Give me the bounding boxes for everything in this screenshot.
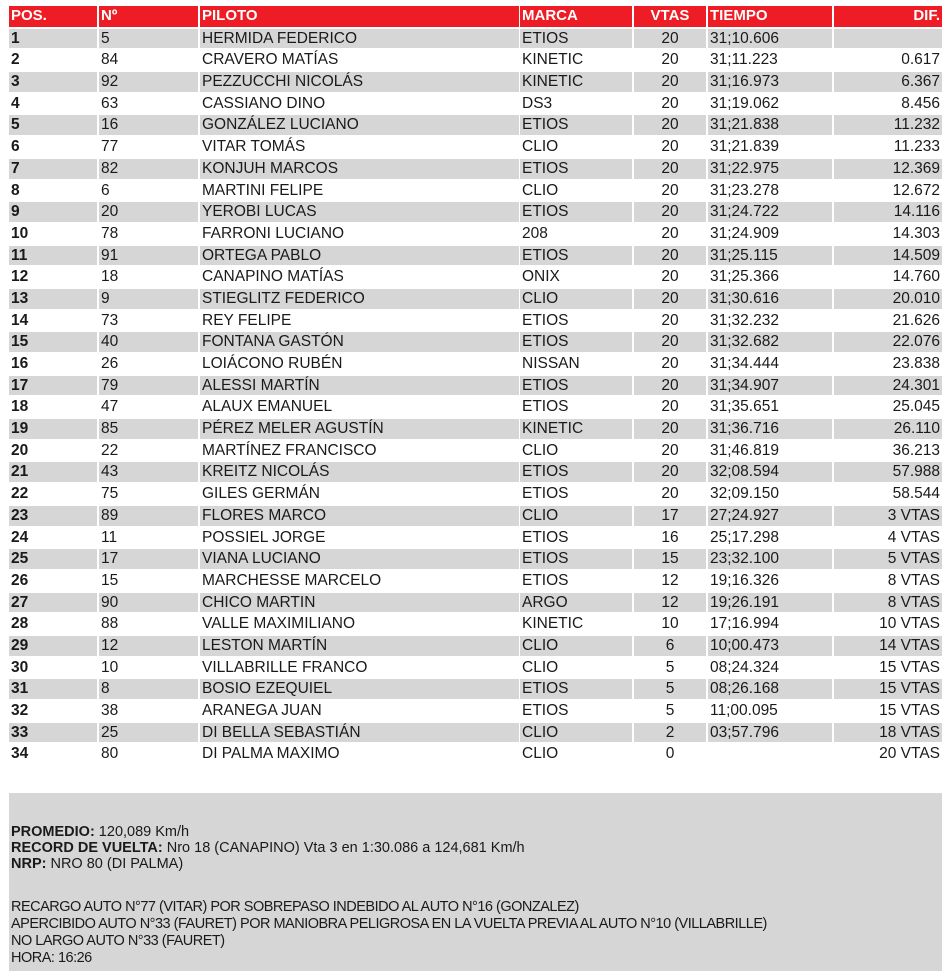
row-piloto: VILLABRILLE FRANCO (202, 658, 368, 676)
table-row (9, 93, 942, 115)
row-vtas: 20 (634, 72, 706, 92)
table-row (9, 266, 942, 288)
row-dif: 8 VTAS (834, 593, 942, 613)
row-pos: 17 (9, 376, 97, 396)
row-marca: CLIO (522, 181, 559, 199)
row-tiempo: 31;25.115 (708, 246, 832, 266)
row-number: 9 (99, 289, 198, 309)
table-row (9, 353, 942, 375)
row-pos: 29 (9, 636, 97, 656)
table-row (9, 158, 942, 180)
row-dif: 24.301 (834, 376, 942, 396)
row-pos: 11 (9, 246, 97, 266)
row-tiempo: 31;11.223 (710, 51, 778, 69)
header-pos: POS. (9, 6, 97, 27)
row-tiempo: 31;19.062 (710, 94, 779, 112)
table-row (9, 375, 942, 397)
row-pos: 32 (11, 702, 29, 719)
table-row (9, 71, 942, 93)
row-dif: 14.760 (892, 268, 940, 286)
row-piloto: CANAPINO MATÍAS (202, 268, 344, 286)
row-marca: CLIO (520, 506, 632, 526)
row-number: 10 (101, 658, 119, 676)
row-pos: 9 (9, 202, 97, 222)
row-piloto: KONJUH MARCOS (200, 159, 519, 179)
row-pos: 24 (11, 528, 29, 546)
row-vtas: 20 (634, 462, 706, 482)
row-dif: 20 VTAS (879, 745, 940, 763)
row-tiempo: 31;35.651 (710, 398, 779, 416)
row-vtas: 20 (634, 159, 706, 179)
row-pos: 28 (11, 615, 29, 633)
row-piloto: ALESSI MARTÍN (200, 376, 519, 396)
row-dif: 14.509 (834, 246, 942, 266)
table-row (9, 245, 942, 267)
row-piloto: LOIÁCONO RUBÉN (202, 355, 343, 372)
row-piloto: KREITZ NICOLÁS (200, 462, 519, 482)
row-number: 90 (99, 593, 198, 613)
row-tiempo (708, 744, 832, 764)
header-piloto: PILOTO (200, 6, 519, 27)
promedio-line (11, 824, 189, 840)
row-vtas: 5 (634, 679, 706, 699)
table-row (9, 114, 942, 136)
row-vtas: 20 (634, 376, 706, 396)
row-dif: 57.988 (834, 462, 942, 482)
row-vtas: 6 (634, 636, 706, 656)
table-row (9, 592, 942, 614)
record-label: RECORD DE VUELTA: (11, 840, 163, 856)
row-tiempo: 31;32.232 (710, 311, 779, 329)
row-tiempo: 31;22.975 (708, 159, 832, 179)
row-tiempo: 08;24.324 (710, 658, 779, 676)
row-pos: 14 (11, 311, 29, 329)
row-marca: ETIOS (520, 679, 632, 699)
row-piloto: GILES GERMÁN (202, 485, 320, 503)
row-marca: ARGO (520, 593, 632, 613)
nrp-value: NRO 80 (DI PALMA) (46, 856, 184, 872)
table-row (9, 136, 942, 158)
row-marca: DS3 (522, 94, 553, 112)
row-number: 43 (99, 462, 198, 482)
row-marca: ETIOS (520, 246, 632, 266)
row-number: 79 (99, 376, 198, 396)
row-number: 73 (101, 311, 119, 329)
row-marca: ETIOS (520, 115, 632, 135)
row-pos: 10 (11, 224, 29, 242)
row-number: 91 (99, 246, 198, 266)
row-piloto: PÉREZ MELER AGUSTÍN (200, 419, 519, 439)
row-dif: 14 VTAS (834, 636, 942, 656)
steward-notes (11, 899, 941, 967)
row-tiempo: 17;16.994 (710, 615, 779, 633)
row-vtas: 20 (634, 246, 706, 266)
row-vtas: 5 (665, 702, 675, 719)
row-number: 80 (101, 745, 119, 763)
row-dif: 3 VTAS (834, 506, 942, 526)
row-tiempo: 27;24.927 (708, 506, 832, 526)
row-pos: 5 (9, 115, 97, 135)
row-pos: 23 (9, 506, 97, 526)
row-dif: 22.076 (834, 332, 942, 352)
note-line: NO LARGO AUTO N°33 (FAURET) (11, 933, 225, 949)
row-number: 22 (101, 441, 119, 459)
row-pos: 6 (11, 138, 20, 156)
row-number: 82 (99, 159, 198, 179)
row-number: 25 (99, 723, 198, 743)
row-piloto: CRAVERO MATÍAS (202, 51, 339, 69)
row-pos: 18 (11, 398, 29, 416)
row-piloto: HERMIDA FEDERICO (200, 29, 519, 49)
row-piloto: DI PALMA MAXIMO (202, 745, 340, 763)
row-marca: KINETIC (522, 615, 584, 633)
row-tiempo: 31;34.444 (710, 355, 779, 372)
row-marca: KINETIC (522, 51, 584, 69)
row-piloto: MARTINI FELIPE (202, 181, 324, 199)
row-tiempo: 31;16.973 (708, 72, 832, 92)
table-row (9, 743, 942, 765)
table-row (9, 483, 942, 505)
row-marca: ETIOS (522, 485, 569, 503)
row-vtas: 20 (661, 355, 679, 372)
row-tiempo: 19;26.191 (708, 593, 832, 613)
row-dif: 8 VTAS (887, 571, 940, 589)
row-vtas: 0 (665, 745, 675, 763)
record-value: Nro 18 (CANAPINO) Vta 3 en 1:30.086 a 124,681 Km/h (162, 840, 525, 856)
row-dif: 21.626 (892, 311, 940, 329)
row-dif: 8.456 (901, 94, 940, 112)
nrp-line (11, 856, 183, 872)
table-body (9, 28, 942, 765)
row-marca: KINETIC (520, 419, 632, 439)
row-dif: 6.367 (834, 72, 942, 92)
row-marca: ETIOS (522, 311, 569, 329)
record-line (11, 840, 525, 856)
row-tiempo: 25;17.298 (710, 528, 779, 546)
row-piloto: ARANEGA JUAN (202, 702, 322, 719)
row-dif: 11.233 (893, 138, 940, 156)
row-vtas: 17 (634, 506, 706, 526)
row-tiempo: 32;08.594 (708, 462, 832, 482)
table-header (9, 6, 942, 28)
row-piloto: MARCHESSE MARCELO (202, 571, 382, 589)
table-row (9, 288, 942, 310)
row-marca: ETIOS (520, 159, 632, 179)
row-number: 92 (99, 72, 198, 92)
row-marca: NISSAN (522, 355, 580, 372)
row-number: 84 (101, 51, 119, 69)
row-marca: ETIOS (522, 398, 569, 416)
table-row (9, 440, 942, 462)
row-marca: ETIOS (522, 702, 569, 719)
header-dif: DIF. (834, 6, 942, 27)
row-tiempo: 31;36.716 (708, 419, 832, 439)
row-number: 38 (101, 702, 119, 719)
row-piloto: FARRONI LUCIANO (202, 224, 345, 242)
row-tiempo: 31;23.278 (710, 181, 779, 199)
row-vtas: 16 (661, 528, 679, 546)
row-pos: 20 (11, 441, 29, 459)
row-piloto: STIEGLITZ FEDERICO (200, 289, 519, 309)
table-row (9, 635, 942, 657)
table-row (9, 505, 942, 527)
row-pos: 7 (9, 159, 97, 179)
header-tiempo: TIEMPO (708, 6, 832, 27)
row-tiempo: 11;00.095 (710, 702, 778, 719)
table-row (9, 700, 942, 722)
note-line: APERCIBIDO AUTO N°33 (FAURET) POR MANIOBRA PELIGROSA EN LA VUELTA PREVIA AL AUTO N°10 (VILLABRILLE) (11, 916, 767, 932)
table-row (9, 527, 942, 549)
row-number: 5 (99, 29, 198, 49)
table-row (9, 722, 942, 744)
row-vtas: 20 (634, 115, 706, 135)
header-num: Nº (99, 6, 198, 27)
row-dif: 15 VTAS (834, 679, 942, 699)
row-tiempo: 31;21.839 (710, 138, 779, 156)
row-marca: CLIO (522, 658, 559, 676)
row-vtas: 20 (661, 485, 679, 503)
row-pos: 34 (11, 745, 29, 763)
row-vtas: 15 (634, 549, 706, 569)
row-dif: 25.045 (892, 398, 940, 416)
row-tiempo: 31;46.819 (710, 441, 779, 459)
row-number: 16 (99, 115, 198, 135)
row-marca: KINETIC (520, 72, 632, 92)
row-number: 17 (99, 549, 198, 569)
table-row (9, 613, 942, 635)
row-dif: 26.110 (834, 419, 942, 439)
row-vtas: 5 (665, 658, 675, 676)
results-table (9, 6, 942, 765)
row-vtas: 20 (661, 398, 679, 416)
row-number: 89 (99, 506, 198, 526)
row-dif: 15 VTAS (879, 658, 940, 676)
row-tiempo: 10;00.473 (708, 636, 832, 656)
row-marca: ETIOS (520, 376, 632, 396)
row-number: 20 (99, 202, 198, 222)
row-number: 12 (99, 636, 198, 656)
row-piloto: VITAR TOMÁS (202, 138, 306, 156)
row-marca: ETIOS (520, 549, 632, 569)
row-vtas: 20 (661, 441, 679, 459)
row-dif: 20.010 (834, 289, 942, 309)
row-number: 77 (101, 138, 119, 156)
row-dif: 58.544 (892, 485, 940, 503)
row-marca: CLIO (522, 745, 559, 763)
table-row (9, 310, 942, 332)
row-pos: 22 (11, 485, 29, 503)
row-piloto: BOSIO EZEQUIEL (200, 679, 519, 699)
row-number: 40 (99, 332, 198, 352)
row-marca: CLIO (522, 441, 559, 459)
table-row (9, 49, 942, 71)
row-pos: 2 (11, 51, 20, 69)
row-piloto: YEROBI LUCAS (200, 202, 519, 222)
row-dif: 14.303 (892, 224, 940, 242)
row-piloto: FLORES MARCO (200, 506, 519, 526)
row-pos: 31 (9, 679, 97, 699)
row-number: 11 (101, 528, 118, 546)
row-pos: 1 (9, 29, 97, 49)
row-piloto: POSSIEL JORGE (202, 528, 326, 546)
promedio-value: 120,089 Km/h (94, 824, 190, 840)
row-piloto: ALAUX EMANUEL (202, 398, 333, 416)
row-dif: 12.672 (892, 181, 940, 199)
row-tiempo: 23;32.100 (708, 549, 832, 569)
row-vtas: 20 (634, 332, 706, 352)
row-dif: 36.213 (892, 441, 940, 459)
row-vtas: 20 (661, 181, 679, 199)
row-piloto: CASSIANO DINO (202, 94, 326, 112)
row-tiempo: 31;24.722 (708, 202, 832, 222)
note-time: HORA: 16:26 (11, 950, 92, 966)
row-number: 6 (101, 181, 110, 199)
row-pos: 33 (9, 723, 97, 743)
header-vtas: VTAS (634, 6, 706, 27)
row-marca: ONIX (522, 268, 560, 286)
row-pos: 19 (9, 419, 97, 439)
row-tiempo: 03;57.796 (708, 723, 832, 743)
row-number: 15 (101, 571, 119, 589)
row-marca: ETIOS (520, 462, 632, 482)
row-piloto: ORTEGA PABLO (200, 246, 519, 266)
row-dif: 14.116 (834, 202, 942, 222)
table-row (9, 28, 942, 50)
row-pos: 25 (9, 549, 97, 569)
row-dif: 5 VTAS (834, 549, 942, 569)
row-dif: 10 VTAS (879, 615, 940, 633)
row-pos: 8 (11, 181, 20, 199)
race-summary (9, 793, 942, 971)
row-vtas: 20 (634, 289, 706, 309)
row-tiempo: 31;21.838 (708, 115, 832, 135)
table-row (9, 396, 942, 418)
table-row (9, 678, 942, 700)
row-dif (834, 29, 942, 49)
row-vtas: 20 (634, 202, 706, 222)
row-vtas: 12 (634, 593, 706, 613)
row-vtas: 20 (634, 29, 706, 49)
row-piloto: PEZZUCCHI NICOLÁS (200, 72, 519, 92)
row-dif: 4 VTAS (887, 528, 940, 546)
row-piloto: VIANA LUCIANO (200, 549, 519, 569)
row-pos: 3 (9, 72, 97, 92)
row-marca: CLIO (520, 289, 632, 309)
row-tiempo: 31;34.907 (708, 376, 832, 396)
row-tiempo: 31;10.606 (708, 29, 832, 49)
header-marca: MARCA (520, 6, 632, 27)
row-pos: 12 (11, 268, 29, 286)
row-tiempo: 08;26.168 (708, 679, 832, 699)
row-piloto: DI BELLA SEBASTIÁN (200, 723, 519, 743)
row-piloto: GONZÁLEZ LUCIANO (200, 115, 519, 135)
row-vtas: 20 (661, 224, 679, 242)
row-marca: 208 (522, 224, 548, 242)
row-dif: 23.838 (892, 355, 940, 372)
row-number: 18 (101, 268, 119, 286)
row-marca: CLIO (520, 636, 632, 656)
row-pos: 27 (9, 593, 97, 613)
row-piloto: MARTÍNEZ FRANCISCO (202, 441, 377, 459)
row-tiempo: 19;16.326 (710, 571, 779, 589)
row-tiempo: 32;09.150 (710, 485, 779, 503)
row-number: 26 (101, 355, 119, 372)
table-row (9, 331, 942, 353)
row-pos: 30 (11, 658, 29, 676)
table-row (9, 201, 942, 223)
row-pos: 26 (11, 571, 29, 589)
table-row (9, 223, 942, 245)
row-dif: 0.617 (901, 51, 940, 69)
row-marca: ETIOS (522, 528, 569, 546)
row-marca: ETIOS (520, 29, 632, 49)
row-vtas: 10 (661, 615, 679, 633)
row-number: 8 (99, 679, 198, 699)
table-row (9, 657, 942, 679)
row-tiempo: 31;32.682 (708, 332, 832, 352)
table-row (9, 180, 942, 202)
row-dif: 11.232 (834, 115, 942, 135)
row-piloto: VALLE MAXIMILIANO (202, 615, 356, 633)
row-piloto: FONTANA GASTÓN (200, 332, 519, 352)
row-piloto: LESTON MARTÍN (200, 636, 519, 656)
row-pos: 4 (11, 94, 20, 112)
table-row (9, 548, 942, 570)
row-pos: 15 (9, 332, 97, 352)
row-marca: ETIOS (522, 571, 569, 589)
row-piloto: CHICO MARTIN (200, 593, 519, 613)
row-vtas: 20 (634, 419, 706, 439)
row-dif: 12.369 (834, 159, 942, 179)
table-row (9, 418, 942, 440)
row-pos: 16 (11, 355, 29, 372)
table-row (9, 570, 942, 592)
row-number: 47 (101, 398, 119, 416)
row-number: 88 (101, 615, 119, 633)
row-marca: ETIOS (520, 202, 632, 222)
row-vtas: 12 (661, 571, 679, 589)
row-number: 78 (101, 224, 119, 242)
row-tiempo: 31;25.366 (710, 268, 779, 286)
row-tiempo: 31;30.616 (708, 289, 832, 309)
row-vtas: 20 (661, 268, 679, 286)
note-line: RECARGO AUTO N°77 (VITAR) POR SOBREPASO INDEBIDO AL AUTO N°16 (GONZALEZ) (11, 899, 579, 915)
row-marca: ETIOS (520, 332, 632, 352)
row-pos: 21 (9, 462, 97, 482)
row-marca: CLIO (522, 138, 559, 156)
row-number: 63 (101, 94, 119, 112)
table-row (9, 461, 942, 483)
row-vtas: 20 (661, 94, 679, 112)
row-piloto: REY FELIPE (202, 311, 292, 329)
row-tiempo: 31;24.909 (710, 224, 779, 242)
nrp-label: NRP: (11, 856, 47, 872)
row-vtas: 2 (634, 723, 706, 743)
row-number: 85 (99, 419, 198, 439)
row-vtas: 20 (661, 51, 679, 69)
row-vtas: 20 (661, 138, 679, 156)
row-vtas: 20 (661, 311, 679, 329)
row-marca: CLIO (520, 723, 632, 743)
row-pos: 13 (9, 289, 97, 309)
row-number: 75 (101, 485, 119, 503)
row-dif: 18 VTAS (834, 723, 942, 743)
row-dif: 15 VTAS (879, 702, 940, 719)
promedio-label: PROMEDIO: (11, 824, 95, 840)
